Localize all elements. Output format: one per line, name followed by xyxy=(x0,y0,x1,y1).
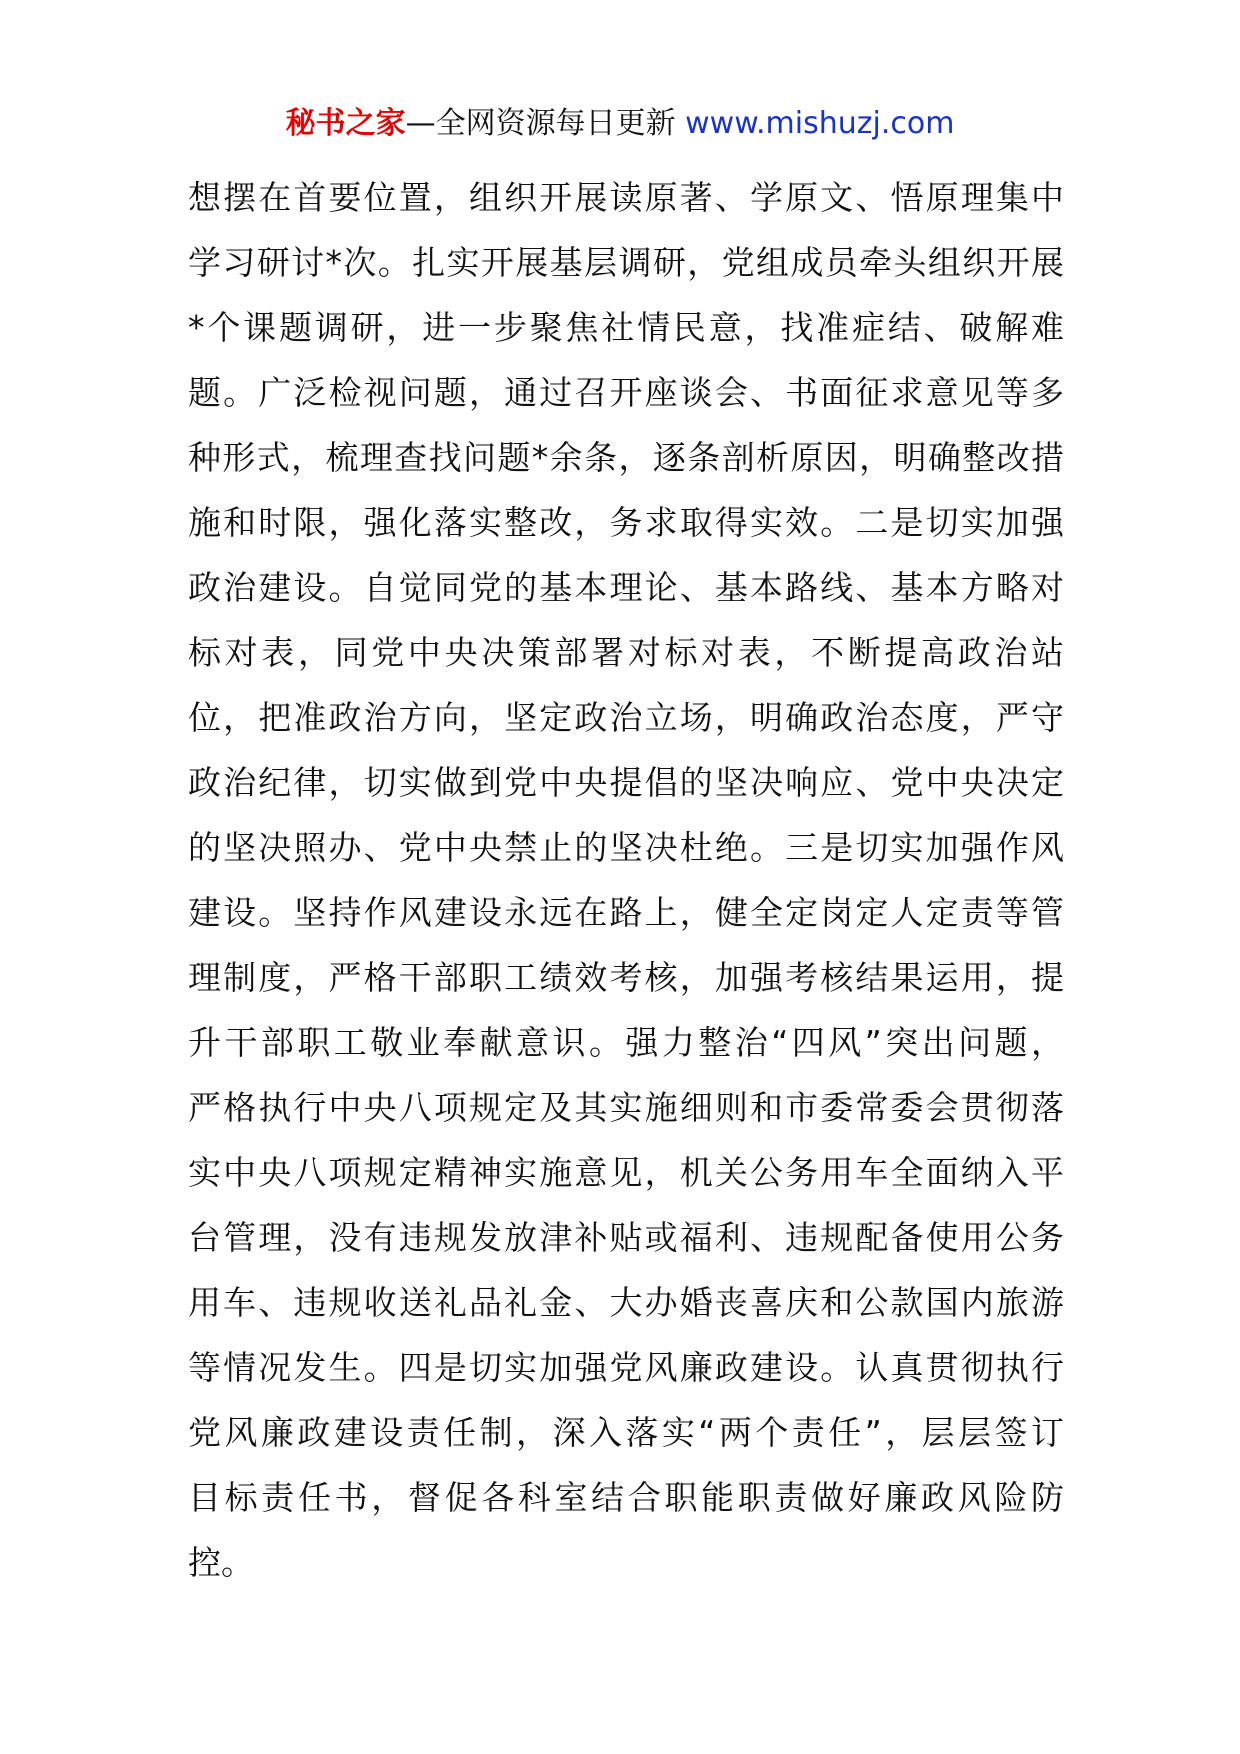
header-url-link[interactable]: www.mishuzj.com xyxy=(685,106,955,141)
text-line: 标对表，同党中央决策部署对标对表，不断提高政治站 xyxy=(188,633,1064,672)
text-line: 想摆在首要位置，组织开展读原著、学原文、悟原理集中 xyxy=(188,178,1064,217)
text-line: 位，把准政治方向，坚定政治立场，明确政治态度，严守 xyxy=(188,698,1064,737)
text-line: 题。广泛检视问题，通过召开座谈会、书面征求意见等多 xyxy=(188,373,1064,412)
text-line: 种形式，梳理查找问题*余条，逐条剖析原因，明确整改措 xyxy=(188,438,1064,477)
text-line: 政治纪律，切实做到党中央提倡的坚决响应、党中央决定 xyxy=(188,763,1064,802)
text-line: *个课题调研，进一步聚焦社情民意，找准症结、破解难 xyxy=(188,308,1064,347)
header-brand: 秘书之家 xyxy=(285,106,406,141)
text-line: 升干部职工敬业奉献意识。强力整治“四风”突出问题， xyxy=(188,1023,1064,1062)
text-line: 施和时限，强化落实整改，务求取得实效。二是切实加强 xyxy=(188,503,1064,542)
text-line: 用车、违规收送礼品礼金、大办婚丧喜庆和公款国内旅游 xyxy=(188,1283,1064,1322)
text-line: 等情况发生。四是切实加强党风廉政建设。认真贯彻执行 xyxy=(188,1348,1064,1387)
text-line: 实中央八项规定精神实施意见，机关公务用车全面纳入平 xyxy=(188,1153,1064,1192)
text-line: 政治建设。自觉同党的基本理论、基本路线、基本方略对 xyxy=(188,568,1064,607)
text-line: 严格执行中央八项规定及其实施细则和市委常委会贯彻落 xyxy=(188,1088,1064,1127)
text-line: 党风廉政建设责任制，深入落实“两个责任”，层层签订 xyxy=(188,1413,1064,1452)
text-line: 的坚决照办、党中央禁止的坚决杜绝。三是切实加强作风 xyxy=(188,828,1064,867)
text-line: 控。 xyxy=(188,1543,254,1582)
text-line: 理制度，严格干部职工绩效考核，加强考核结果运用，提 xyxy=(188,958,1064,997)
body-paragraph xyxy=(188,165,1064,1595)
page-header xyxy=(0,100,1240,148)
header-slogan: —全网资源每日更新 xyxy=(405,106,676,141)
text-line: 台管理，没有违规发放津补贴或福利、违规配备使用公务 xyxy=(188,1218,1064,1257)
text-line: 建设。坚持作风建设永远在路上，健全定岗定人定责等管 xyxy=(188,893,1064,932)
text-line: 目标责任书，督促各科室结合职能职责做好廉政风险防 xyxy=(188,1478,1064,1517)
text-line: 学习研讨*次。扎实开展基层调研，党组成员牵头组织开展 xyxy=(188,243,1064,282)
